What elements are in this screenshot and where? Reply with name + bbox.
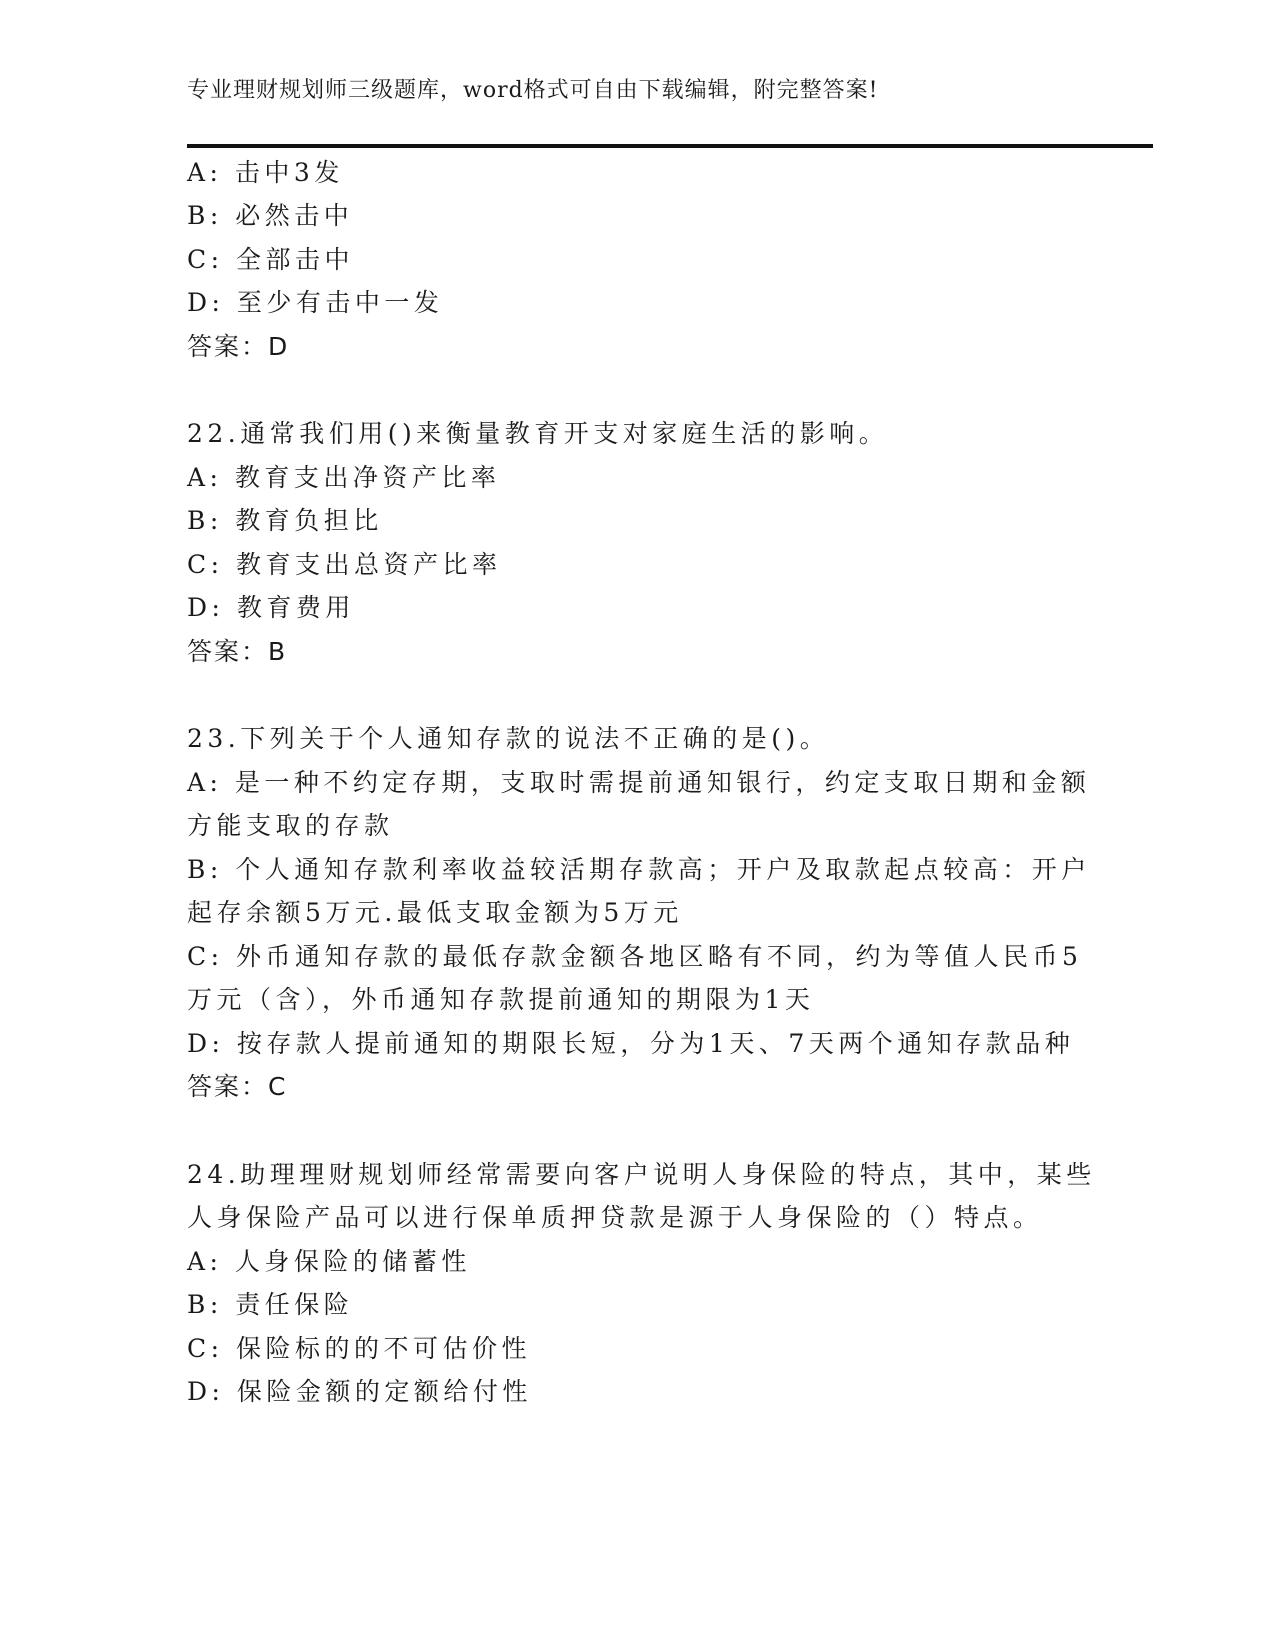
q23-option-line: 方能支取的存款 [187,811,394,840]
q24-option-a: A: 人身保险的储蓄性 [187,1247,471,1276]
header-divider [187,144,1153,148]
q23-option-line: B: 个人通知存款利率收益较活期存款高；开户及取款起点较高：开户 [187,855,1091,884]
q23-question: 23.下列关于个人通知存款的说法不正确的是()。 [187,724,830,753]
q21-answer: 答案：D [187,332,290,361]
q23-option-line: D: 按存款人提前通知的期限长短，分为1天、7天两个通知存款品种 [187,1029,1075,1058]
q23-option-line: 起存余额5万元.最低支取金额为5万元 [187,898,683,927]
q22-question: 22.通常我们用()来衡量教育开支对家庭生活的影响。 [187,419,889,448]
q24-option-d: D: 保险金额的定额给付性 [187,1377,532,1406]
q22-option-c: C: 教育支出总资产比率 [187,550,502,579]
q23-answer: 答案：C [187,1072,288,1101]
q24-option-b: B: 责任保险 [187,1290,354,1319]
q24-option-c: C: 保险标的的不可估价性 [187,1334,531,1363]
q22-answer: 答案：B [187,637,288,666]
q21-option-c: C: 全部击中 [187,245,354,274]
q22-option-a: A: 教育支出净资产比率 [187,463,501,492]
q24-question-line: 人身保险产品可以进行保单质押贷款是源于人身保险的（）特点。 [187,1203,1043,1232]
q22-option-d: D: 教育费用 [187,593,355,622]
q22-option-b: B: 教育负担比 [187,506,383,535]
q21-option-a: A: 击中3发 [187,158,344,187]
q23-option-line: 万元（含），外币通知存款提前通知的期限为1天 [187,985,815,1014]
q23-option-line: C: 外币通知存款的最低存款金额各地区略有不同，约为等值人民币5 [187,942,1083,971]
q21-option-b: B: 必然击中 [187,201,354,230]
q23-option-line: A: 是一种不约定存期，支取时需提前通知银行，约定支取日期和金额 [187,768,1091,797]
q21-option-d: D: 至少有击中一发 [187,288,444,317]
q24-question-line: 24.助理理财规划师经常需要向客户说明人身保险的特点，其中，某些 [187,1160,1096,1189]
page-header: 专业理财规划师三级题库，word格式可自由下载编辑，附完整答案! [187,78,879,103]
